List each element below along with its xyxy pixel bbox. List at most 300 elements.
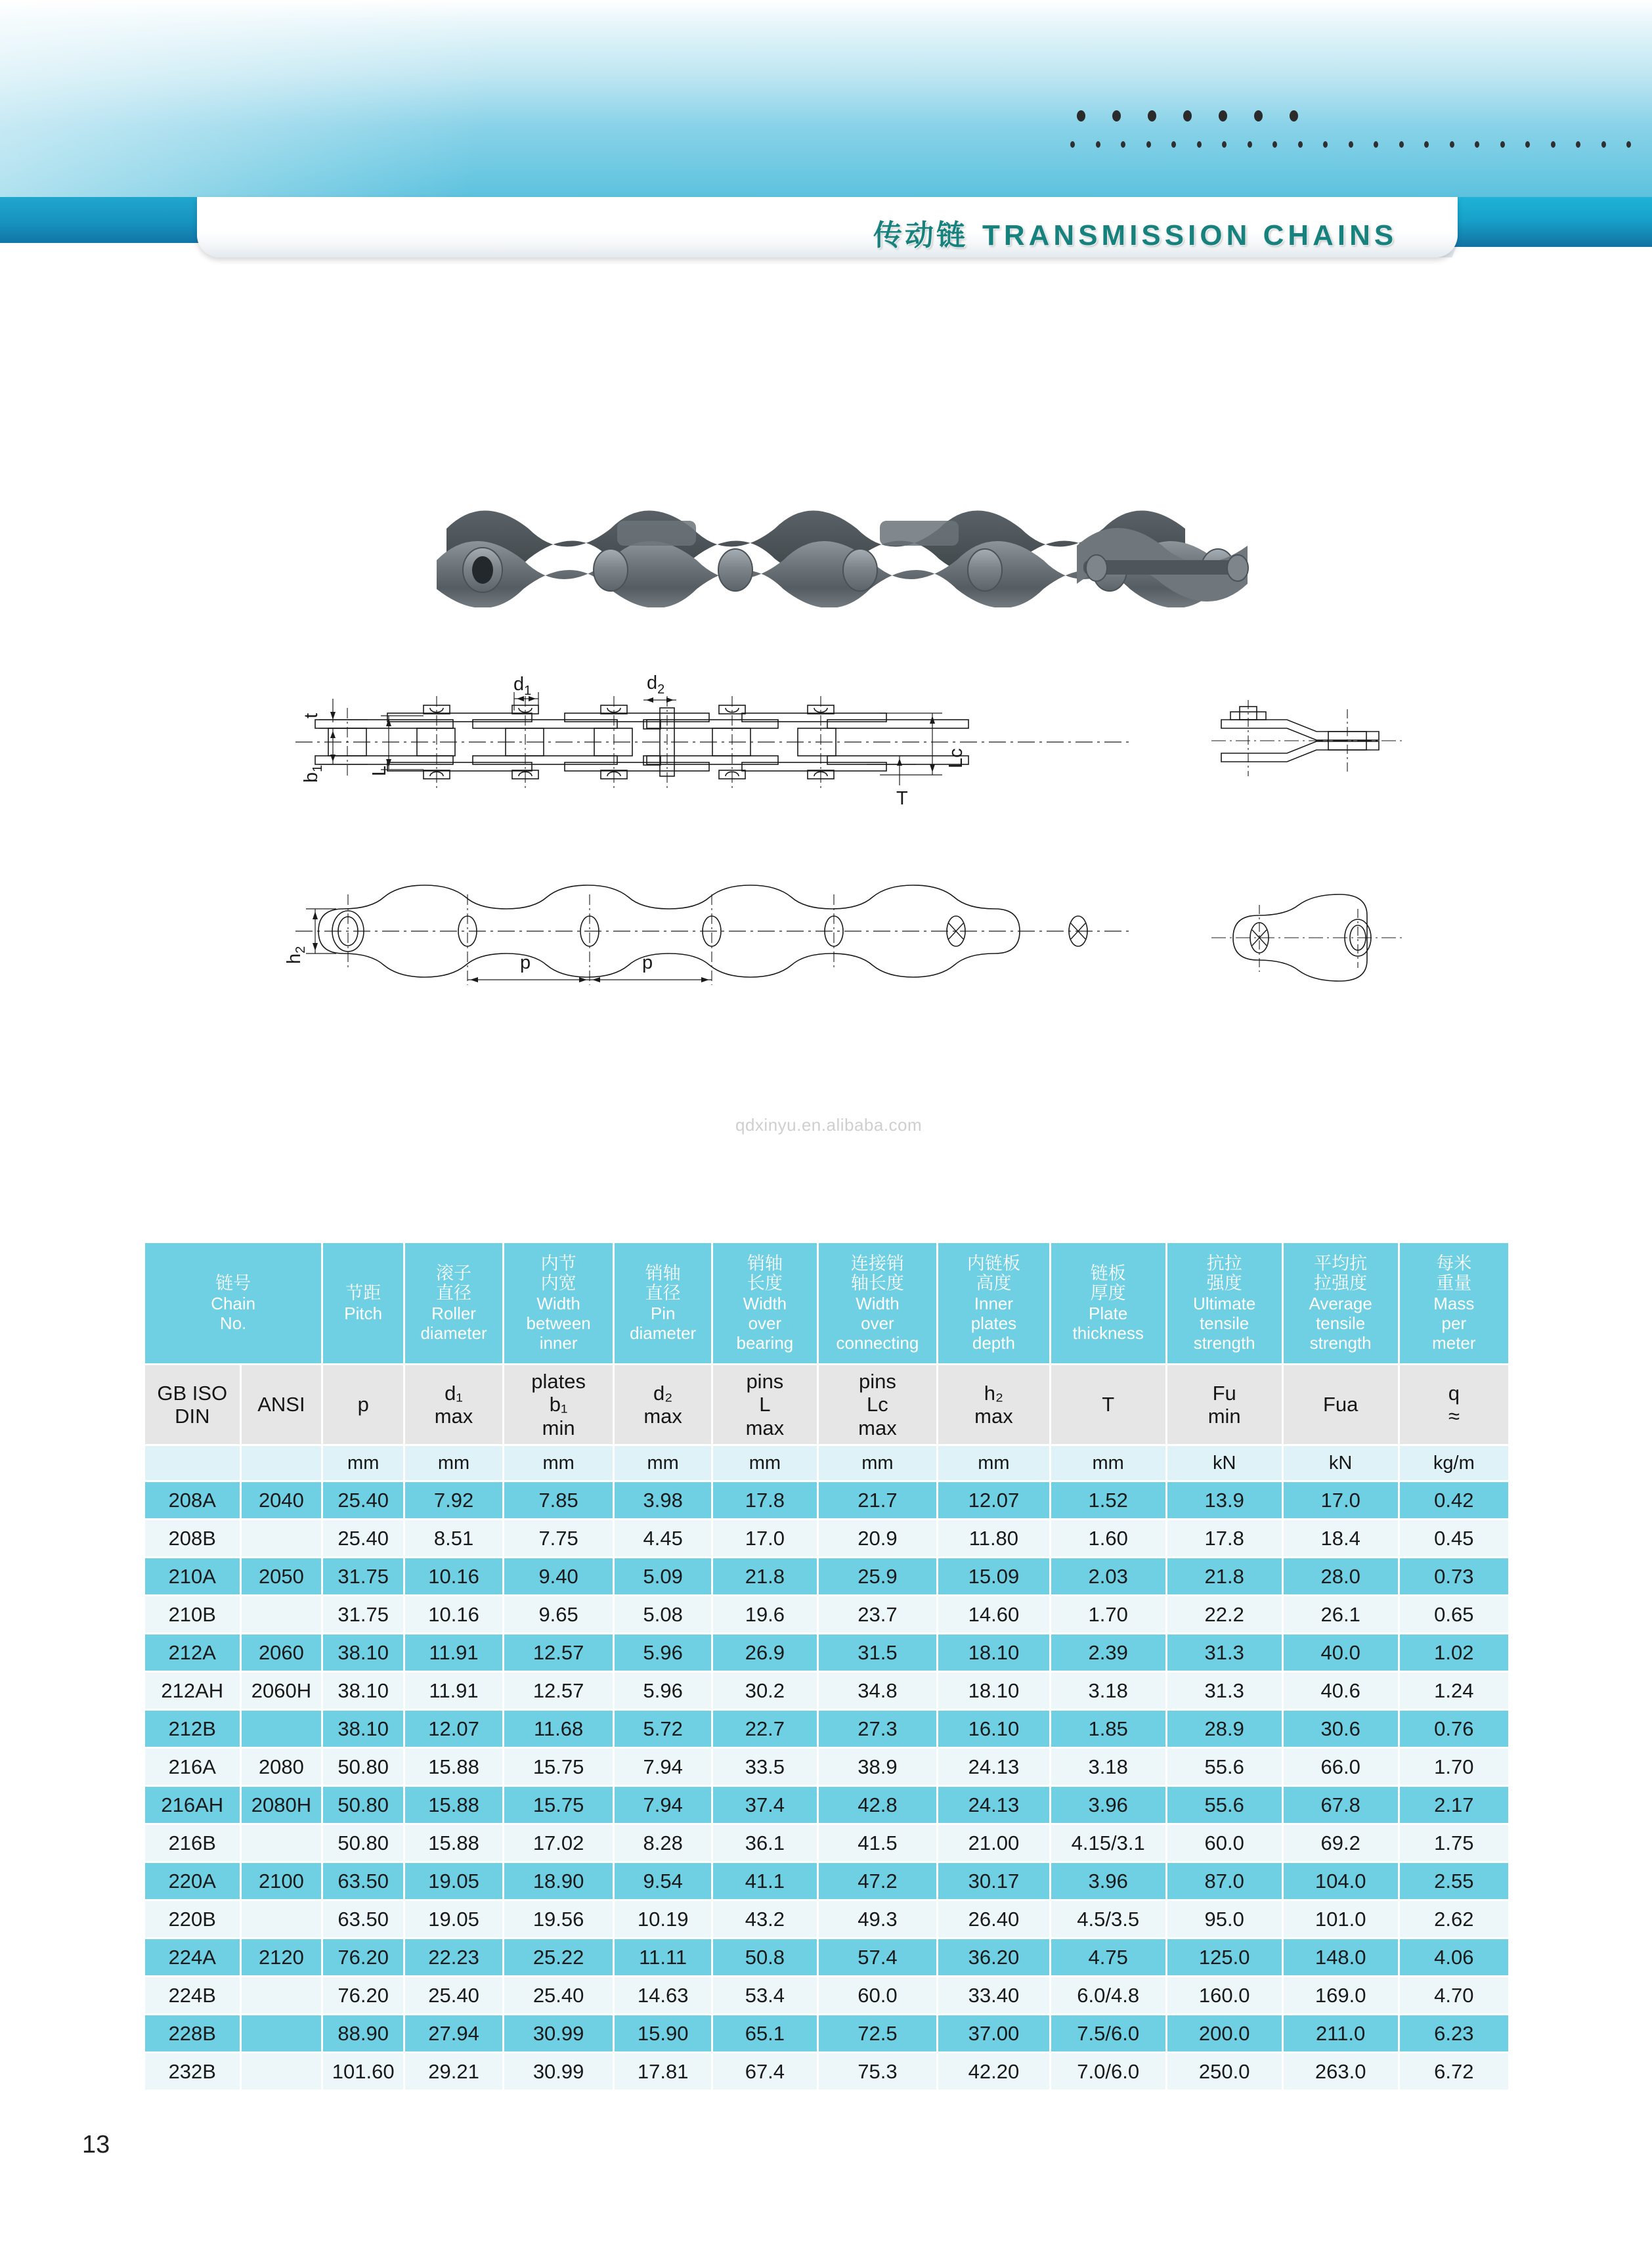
table-cell xyxy=(242,1520,322,1556)
th-en: strength xyxy=(1193,1333,1255,1353)
table-cell: 31.75 xyxy=(323,1596,403,1632)
th-cn: 滚子 xyxy=(436,1263,472,1283)
th-cn: 内链板 xyxy=(967,1253,1020,1273)
table-cell: 25.40 xyxy=(323,1482,403,1518)
table-cell: 2100 xyxy=(242,1863,322,1899)
decor-dot xyxy=(1374,141,1378,148)
table-cell: 0.45 xyxy=(1400,1520,1508,1556)
th-symbol-5 xyxy=(615,1365,711,1444)
dim-label-L: L xyxy=(369,765,390,776)
th-cn: 链板 xyxy=(1090,1263,1126,1283)
table-cell: 30.17 xyxy=(938,1863,1049,1899)
specifications-table xyxy=(143,1241,1510,2092)
table-cell: 4.45 xyxy=(615,1520,711,1556)
table-cell: 2.62 xyxy=(1400,1901,1508,1937)
table-cell: 14.60 xyxy=(938,1596,1049,1632)
th-symbol-line: q xyxy=(1448,1381,1460,1405)
cell-chain-no: 210B xyxy=(145,1596,240,1632)
table-row xyxy=(145,1863,1508,1899)
th-symbol-line: Fu xyxy=(1212,1381,1236,1405)
table-cell: 5.96 xyxy=(615,1673,711,1709)
table-cell: 38.10 xyxy=(323,1711,403,1747)
table-cell: 37.00 xyxy=(938,2015,1049,2051)
cell-chain-no: 208A xyxy=(145,1482,240,1518)
table-cell: 21.7 xyxy=(819,1482,936,1518)
th-en: inner xyxy=(539,1333,578,1353)
th-cn: 轴长度 xyxy=(850,1273,904,1294)
decor-dot xyxy=(1254,110,1263,121)
table-cell: 57.4 xyxy=(819,1939,936,1975)
table-symbol-row xyxy=(145,1365,1508,1444)
th-group-roller-diameter xyxy=(405,1243,502,1363)
table-cell: 18.90 xyxy=(504,1863,613,1899)
th-en: bearing xyxy=(736,1333,794,1353)
th-cn: 每米 xyxy=(1436,1253,1472,1273)
table-cell: 7.94 xyxy=(615,1787,711,1823)
cell-chain-no: 210A xyxy=(145,1558,240,1594)
table-cell: 25.22 xyxy=(504,1939,613,1975)
table-cell: 53.4 xyxy=(713,1977,817,2013)
table-cell: 66.0 xyxy=(1284,1749,1398,1785)
table-row xyxy=(145,1711,1508,1747)
td-unit-6: mm xyxy=(713,1446,817,1480)
decor-dot xyxy=(1525,141,1530,148)
specifications-table-wrap xyxy=(143,1241,1510,2092)
decor-dot xyxy=(1475,141,1479,148)
table-cell: 31.3 xyxy=(1167,1634,1282,1671)
th-en: Plate xyxy=(1089,1304,1128,1324)
th-cn: 内节 xyxy=(540,1253,576,1273)
table-cell xyxy=(242,1596,322,1632)
table-cell: 5.09 xyxy=(615,1558,711,1594)
cell-chain-no: 212A xyxy=(145,1634,240,1671)
cell-chain-no: 208B xyxy=(145,1520,240,1556)
td-unit-10: kN xyxy=(1167,1446,1282,1480)
th-group-pin-diameter xyxy=(615,1243,711,1363)
table-cell: 42.8 xyxy=(819,1787,936,1823)
th-symbol-8 xyxy=(938,1365,1049,1444)
table-cell: 5.96 xyxy=(615,1634,711,1671)
table-cell xyxy=(242,2053,322,2090)
cell-chain-no: 212AH xyxy=(145,1673,240,1709)
th-cn: 重量 xyxy=(1436,1273,1472,1294)
td-unit-1 xyxy=(242,1446,322,1480)
th-symbol-line: d₁ xyxy=(445,1381,463,1405)
th-symbol-1 xyxy=(242,1365,322,1444)
table-row xyxy=(145,1673,1508,1709)
th-cn: 拉强度 xyxy=(1314,1273,1368,1294)
table-cell: 1.24 xyxy=(1400,1673,1508,1709)
th-symbol-line: max xyxy=(858,1416,897,1439)
th-group-inner-plates-depth xyxy=(938,1243,1049,1363)
dim-label-Lc: Lc xyxy=(946,748,967,768)
th-symbol-12 xyxy=(1400,1365,1508,1444)
table-cell: 33.40 xyxy=(938,1977,1049,2013)
table-cell: 21.8 xyxy=(1167,1558,1282,1594)
table-cell: 30.99 xyxy=(504,2015,613,2051)
decor-dot xyxy=(1323,141,1328,148)
th-en: Roller xyxy=(431,1304,476,1324)
drawing-connecting-link-plan xyxy=(1208,887,1405,992)
table-cell: 28.9 xyxy=(1167,1711,1282,1747)
table-cell: 17.8 xyxy=(713,1482,817,1518)
cell-chain-no: 224B xyxy=(145,1977,240,2013)
th-en: Pitch xyxy=(344,1303,383,1323)
th-en: diameter xyxy=(630,1323,697,1344)
table-cell: 47.2 xyxy=(819,1863,936,1899)
table-row xyxy=(145,1977,1508,2013)
table-cell: 15.88 xyxy=(405,1825,502,1861)
table-cell: 30.2 xyxy=(713,1673,817,1709)
decorative-dots-small xyxy=(1070,141,1652,148)
th-en: over xyxy=(748,1313,782,1334)
table-cell: 24.13 xyxy=(938,1787,1049,1823)
table-cell: 6.72 xyxy=(1400,2053,1508,2090)
table-cell: 1.75 xyxy=(1400,1825,1508,1861)
th-symbol-line: T xyxy=(1102,1393,1115,1416)
decor-dot xyxy=(1399,141,1404,148)
decor-dot xyxy=(1171,141,1176,148)
th-en: per xyxy=(1441,1313,1467,1334)
th-symbol-2 xyxy=(323,1365,403,1444)
table-cell: 55.6 xyxy=(1167,1749,1282,1785)
th-cn: 直径 xyxy=(645,1283,681,1304)
th-en: Width xyxy=(743,1294,787,1314)
table-cell: 200.0 xyxy=(1167,2015,1282,2051)
table-cell: 25.40 xyxy=(405,1977,502,2013)
table-cell: 26.1 xyxy=(1284,1596,1398,1632)
table-row xyxy=(145,1482,1508,1518)
th-symbol-line: d₂ xyxy=(653,1381,673,1405)
th-cn: 长度 xyxy=(747,1273,783,1294)
banner-right-slab xyxy=(1438,197,1652,247)
table-cell: 72.5 xyxy=(819,2015,936,2051)
th-en: Ultimate xyxy=(1192,1294,1256,1314)
th-en: depth xyxy=(972,1333,1015,1353)
decor-dot xyxy=(1551,141,1555,148)
table-cell: 40.0 xyxy=(1284,1634,1398,1671)
th-symbol-line: b₁ xyxy=(549,1393,568,1416)
table-cell: 17.02 xyxy=(504,1825,613,1861)
th-en: No. xyxy=(219,1313,247,1333)
table-row xyxy=(145,1825,1508,1861)
watermark-text: qdxinyu.en.alibaba.com xyxy=(735,1115,923,1135)
table-cell: 36.1 xyxy=(713,1825,817,1861)
decor-dot xyxy=(1077,110,1085,121)
decor-dot xyxy=(1349,141,1353,148)
table-cell: 7.0/6.0 xyxy=(1051,2053,1165,2090)
table-cell: 27.3 xyxy=(819,1711,936,1747)
table-cell: 27.94 xyxy=(405,2015,502,2051)
table-cell: 0.76 xyxy=(1400,1711,1508,1747)
cell-chain-no: 216A xyxy=(145,1749,240,1785)
td-unit-8: mm xyxy=(938,1446,1049,1480)
table-cell: 17.0 xyxy=(1284,1482,1398,1518)
table-cell: 23.7 xyxy=(819,1596,936,1632)
td-unit-4: mm xyxy=(504,1446,613,1480)
table-cell: 148.0 xyxy=(1284,1939,1398,1975)
table-cell: 37.4 xyxy=(713,1787,817,1823)
table-cell: 21.00 xyxy=(938,1825,1049,1861)
th-en: tensile xyxy=(1316,1313,1366,1334)
table-cell: 7.92 xyxy=(405,1482,502,1518)
table-cell: 2120 xyxy=(242,1939,322,1975)
table-cell: 3.18 xyxy=(1051,1673,1165,1709)
th-en: Mass xyxy=(1433,1294,1475,1314)
table-cell: 6.23 xyxy=(1400,2015,1508,2051)
th-en: Chain xyxy=(211,1293,256,1313)
table-cell: 50.80 xyxy=(323,1749,403,1785)
table-cell: 4.75 xyxy=(1051,1939,1165,1975)
td-unit-11: kN xyxy=(1284,1446,1398,1480)
th-cn: 销轴 xyxy=(645,1263,681,1283)
table-cell: 4.15/3.1 xyxy=(1051,1825,1165,1861)
table-cell: 101.60 xyxy=(323,2053,403,2090)
th-symbol-line: GB ISO xyxy=(157,1381,228,1405)
table-group-header-row xyxy=(145,1243,1508,1363)
table-body xyxy=(145,1482,1508,2090)
dim-label-p-2: p xyxy=(642,952,653,973)
decor-dot xyxy=(1096,141,1100,148)
decor-dot xyxy=(1601,141,1606,148)
decor-dot xyxy=(1146,141,1151,148)
table-cell: 15.75 xyxy=(504,1749,613,1785)
table-cell: 65.1 xyxy=(713,2015,817,2051)
dim-label-T: T xyxy=(896,788,908,809)
table-cell: 1.70 xyxy=(1051,1596,1165,1632)
table-cell: 263.0 xyxy=(1284,2053,1398,2090)
table-cell: 43.2 xyxy=(713,1901,817,1937)
table-cell: 11.11 xyxy=(615,1939,711,1975)
table-cell: 40.6 xyxy=(1284,1673,1398,1709)
th-symbol-line: Fua xyxy=(1322,1393,1359,1416)
table-row xyxy=(145,1558,1508,1594)
th-cn: 连接销 xyxy=(850,1253,904,1273)
drawing-side-elevation xyxy=(289,672,1136,809)
table-cell: 16.10 xyxy=(938,1711,1049,1747)
table-cell: 12.57 xyxy=(504,1673,613,1709)
table-cell: 55.6 xyxy=(1167,1787,1282,1823)
th-cn: 平均抗 xyxy=(1314,1253,1368,1273)
table-cell: 12.07 xyxy=(938,1482,1049,1518)
cell-chain-no: 228B xyxy=(145,2015,240,2051)
table-cell: 18.10 xyxy=(938,1634,1049,1671)
table-cell xyxy=(242,1711,322,1747)
decor-dot xyxy=(1298,141,1303,148)
dim-label-b1: $b_1$ xyxy=(301,764,325,783)
table-row xyxy=(145,1596,1508,1632)
th-symbol-line: h₂ xyxy=(984,1381,1004,1405)
table-cell: 0.42 xyxy=(1400,1482,1508,1518)
table-cell: 15.75 xyxy=(504,1787,613,1823)
table-cell: 2.03 xyxy=(1051,1558,1165,1594)
decor-dot xyxy=(1626,141,1631,148)
table-cell: 4.06 xyxy=(1400,1939,1508,1975)
table-cell: 30.6 xyxy=(1284,1711,1398,1747)
table-cell: 9.40 xyxy=(504,1558,613,1594)
banner-left-slab xyxy=(0,197,197,243)
table-cell: 67.4 xyxy=(713,2053,817,2090)
table-cell: 19.56 xyxy=(504,1901,613,1937)
decor-dot xyxy=(1272,141,1277,148)
th-symbol-11 xyxy=(1284,1365,1398,1444)
td-unit-12: kg/m xyxy=(1400,1446,1508,1480)
table-cell: 75.3 xyxy=(819,2053,936,2090)
decor-dot xyxy=(1112,110,1121,121)
th-group-ultimate-tensile-strength xyxy=(1167,1243,1282,1363)
table-cell: 31.3 xyxy=(1167,1673,1282,1709)
td-unit-5: mm xyxy=(615,1446,711,1480)
td-unit-9: mm xyxy=(1051,1446,1165,1480)
th-symbol-line: max xyxy=(643,1405,682,1428)
page-title-en: TRANSMISSION CHAINS xyxy=(982,219,1398,252)
table-cell: 0.65 xyxy=(1400,1596,1508,1632)
table-row xyxy=(145,1520,1508,1556)
th-cn: 直径 xyxy=(436,1283,472,1304)
table-row xyxy=(145,2053,1508,2090)
table-cell: 69.2 xyxy=(1284,1825,1398,1861)
table-cell: 13.9 xyxy=(1167,1482,1282,1518)
table-cell: 34.8 xyxy=(819,1673,936,1709)
table-cell: 4.5/3.5 xyxy=(1051,1901,1165,1937)
table-cell: 22.2 xyxy=(1167,1596,1282,1632)
th-en: Width xyxy=(856,1294,900,1314)
table-cell: 41.5 xyxy=(819,1825,936,1861)
th-group-chain-no xyxy=(145,1243,321,1363)
table-cell: 50.80 xyxy=(323,1787,403,1823)
table-cell: 31.75 xyxy=(323,1558,403,1594)
table-cell: 19.05 xyxy=(405,1901,502,1937)
th-en: meter xyxy=(1432,1333,1476,1353)
table-cell: 2.17 xyxy=(1400,1787,1508,1823)
table-cell: 50.8 xyxy=(713,1939,817,1975)
th-group-width-over-connecting xyxy=(819,1243,936,1363)
th-symbol-0 xyxy=(145,1365,240,1444)
table-cell: 26.40 xyxy=(938,1901,1049,1937)
td-unit-0 xyxy=(145,1446,240,1480)
decor-dot xyxy=(1121,141,1125,148)
table-cell: 11.91 xyxy=(405,1673,502,1709)
table-cell: 25.40 xyxy=(504,1977,613,2013)
table-cell: 25.40 xyxy=(323,1520,403,1556)
th-symbol-line: plates xyxy=(531,1370,586,1393)
table-cell: 17.8 xyxy=(1167,1520,1282,1556)
th-symbol-line: pins xyxy=(746,1370,784,1393)
th-en: thickness xyxy=(1072,1323,1144,1344)
cell-chain-no: 216AH xyxy=(145,1787,240,1823)
table-cell: 2080H xyxy=(242,1787,322,1823)
decorative-dots-large xyxy=(1077,110,1298,121)
table-cell: 12.07 xyxy=(405,1711,502,1747)
th-symbol-10 xyxy=(1167,1365,1282,1444)
table-cell: 20.9 xyxy=(819,1520,936,1556)
th-group-pitch xyxy=(323,1243,403,1363)
table-cell: 3.96 xyxy=(1051,1863,1165,1899)
cell-chain-no: 224A xyxy=(145,1939,240,1975)
cell-chain-no: 232B xyxy=(145,2053,240,2090)
table-row xyxy=(145,1939,1508,1975)
cell-chain-no: 212B xyxy=(145,1711,240,1747)
drawing-plan-view xyxy=(284,880,1136,1005)
decor-dot xyxy=(1197,141,1202,148)
dim-label-p-1: p xyxy=(520,952,531,973)
table-cell: 104.0 xyxy=(1284,1863,1398,1899)
decor-dot xyxy=(1576,141,1580,148)
table-cell: 17.0 xyxy=(713,1520,817,1556)
decor-dot xyxy=(1290,110,1298,121)
table-cell: 2.55 xyxy=(1400,1863,1508,1899)
th-symbol-line: L xyxy=(759,1393,771,1416)
decor-dot xyxy=(1450,141,1454,148)
th-en: Width xyxy=(536,1294,580,1314)
table-cell: 7.5/6.0 xyxy=(1051,2015,1165,2051)
dim-label-d1: $d_1$ xyxy=(513,674,532,698)
table-cell: 42.20 xyxy=(938,2053,1049,2090)
table-cell: 15.09 xyxy=(938,1558,1049,1594)
table-cell: 15.88 xyxy=(405,1787,502,1823)
cell-chain-no: 220A xyxy=(145,1863,240,1899)
table-cell: 9.65 xyxy=(504,1596,613,1632)
td-unit-2: mm xyxy=(323,1446,403,1480)
table-row xyxy=(145,1634,1508,1671)
th-cn: 强度 xyxy=(1206,1273,1242,1294)
table-cell: 1.02 xyxy=(1400,1634,1508,1671)
table-cell: 60.0 xyxy=(819,1977,936,2013)
table-cell: 10.16 xyxy=(405,1558,502,1594)
table-cell: 87.0 xyxy=(1167,1863,1282,1899)
dim-label-t: t xyxy=(301,712,322,718)
table-cell: 76.20 xyxy=(323,1977,403,2013)
decor-dot xyxy=(1070,141,1075,148)
table-cell xyxy=(242,2015,322,2051)
table-cell: 8.51 xyxy=(405,1520,502,1556)
table-cell: 10.19 xyxy=(615,1901,711,1937)
dim-label-d2: $d_2$ xyxy=(647,672,665,697)
table-cell: 95.0 xyxy=(1167,1901,1282,1937)
table-cell: 2050 xyxy=(242,1558,322,1594)
th-en: connecting xyxy=(836,1333,919,1353)
table-cell: 2060H xyxy=(242,1673,322,1709)
decor-dot xyxy=(1424,141,1429,148)
table-cell: 31.5 xyxy=(819,1634,936,1671)
table-cell: 26.9 xyxy=(713,1634,817,1671)
table-cell: 1.60 xyxy=(1051,1520,1165,1556)
th-en: between xyxy=(526,1313,591,1334)
th-symbol-3 xyxy=(405,1365,502,1444)
table-cell: 21.8 xyxy=(713,1558,817,1594)
th-symbol-line: min xyxy=(542,1416,575,1439)
decor-dot xyxy=(1222,141,1227,148)
table-cell: 17.81 xyxy=(615,2053,711,2090)
table-cell: 18.4 xyxy=(1284,1520,1398,1556)
table-cell: 29.21 xyxy=(405,2053,502,2090)
drawing-connecting-link-side xyxy=(1208,683,1405,795)
th-group-mass-per-meter xyxy=(1400,1243,1508,1363)
table-cell: 11.91 xyxy=(405,1634,502,1671)
table-cell: 10.16 xyxy=(405,1596,502,1632)
table-row xyxy=(145,1901,1508,1937)
table-cell: 7.75 xyxy=(504,1520,613,1556)
table-cell: 28.0 xyxy=(1284,1558,1398,1594)
table-cell: 4.70 xyxy=(1400,1977,1508,2013)
table-cell: 2080 xyxy=(242,1749,322,1785)
table-cell: 8.28 xyxy=(615,1825,711,1861)
table-unit-row xyxy=(145,1446,1508,1480)
th-en: Pin xyxy=(650,1304,676,1324)
cell-chain-no: 216B xyxy=(145,1825,240,1861)
page-title xyxy=(873,211,1464,252)
dim-label-h2: $h_2$ xyxy=(284,946,308,964)
